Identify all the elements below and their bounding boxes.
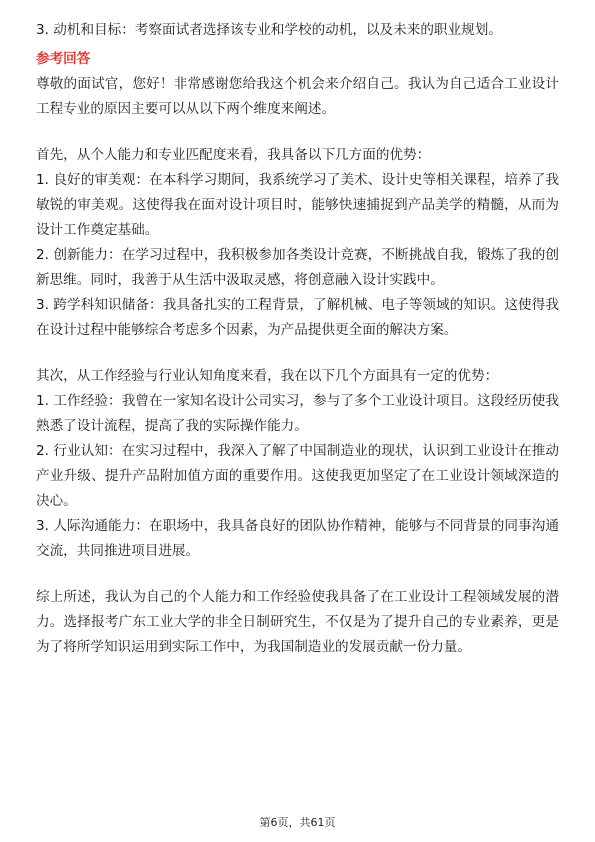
answer-heading: 参考回答	[36, 51, 91, 67]
section1-lead: 首先，从个人能力和专业匹配度来看，我具备以下几方面的优势：	[36, 147, 431, 163]
section2-item: 1. 工作经验：我曾在一家知名设计公司实习，参与了多个工业设计项目。这段经历使我熟悉了设计流程，提高了我的实际操作能力。	[36, 393, 559, 434]
section2-lead: 其次，从工作经验与行业认知角度来看，我在以下几个方面具有一定的优势：	[36, 368, 499, 384]
section1-item: 3. 跨学科知识储备：我具备扎实的工程背景，了解机械、电子等领域的知识。这使得我在设计过程中能够综合考虑多个因素，为产品提供更全面的解决方案。	[36, 297, 559, 338]
document-body	[36, 18, 559, 660]
intro-item: 3. 动机和目标：考察面试者选择该专业和学校的动机，以及未来的职业规划。	[36, 22, 502, 38]
opening-paragraph: 尊敬的面试官，您好！非常感谢您给我这个机会来介绍自己。我认为自己适合工业设计工程专业的原因主要可以从以下两个维度来阐述。	[36, 76, 559, 117]
paragraph-gap	[36, 343, 559, 364]
conclusion-paragraph: 综上所述，我认为自己的个人能力和工作经验使我具备了在工业设计工程领域发展的潜力。选择报考广东工业大学的非全日制研究生，不仅是为了提升自己的专业素养，更是为了将所学知识运用到实际工作中，为我国制造业的发展贡献一份力量。	[36, 589, 559, 655]
paragraph-gap	[36, 122, 559, 143]
section2-item: 3. 人际沟通能力：在职场中，我具备良好的团队协作精神，能够与不同背景的同事沟通交流，共同推进项目进展。	[36, 518, 559, 559]
paragraph-gap	[36, 564, 559, 585]
section1-item: 1. 良好的审美观：在本科学习期间，我系统学习了美术、设计史等相关课程，培养了我敏锐的审美观。这使得我在面对设计项目时，能够快速捕捉到产品美学的精髓，从而为设计工作奠定基础。	[36, 172, 559, 238]
section1-item: 2. 创新能力：在学习过程中，我积极参加各类设计竞赛，不断挑战自我，锻炼了我的创新思维。同时，我善于从生活中汲取灵感，将创意融入设计实践中。	[36, 247, 559, 288]
section2-item: 2. 行业认知：在实习过程中，我深入了解了中国制造业的现状，认识到工业设计在推动产业升级、提升产品附加值方面的重要作用。这使我更加坚定了在工业设计领域深造的决心。	[36, 443, 559, 509]
page-number: 第6页，共61页	[259, 816, 336, 829]
